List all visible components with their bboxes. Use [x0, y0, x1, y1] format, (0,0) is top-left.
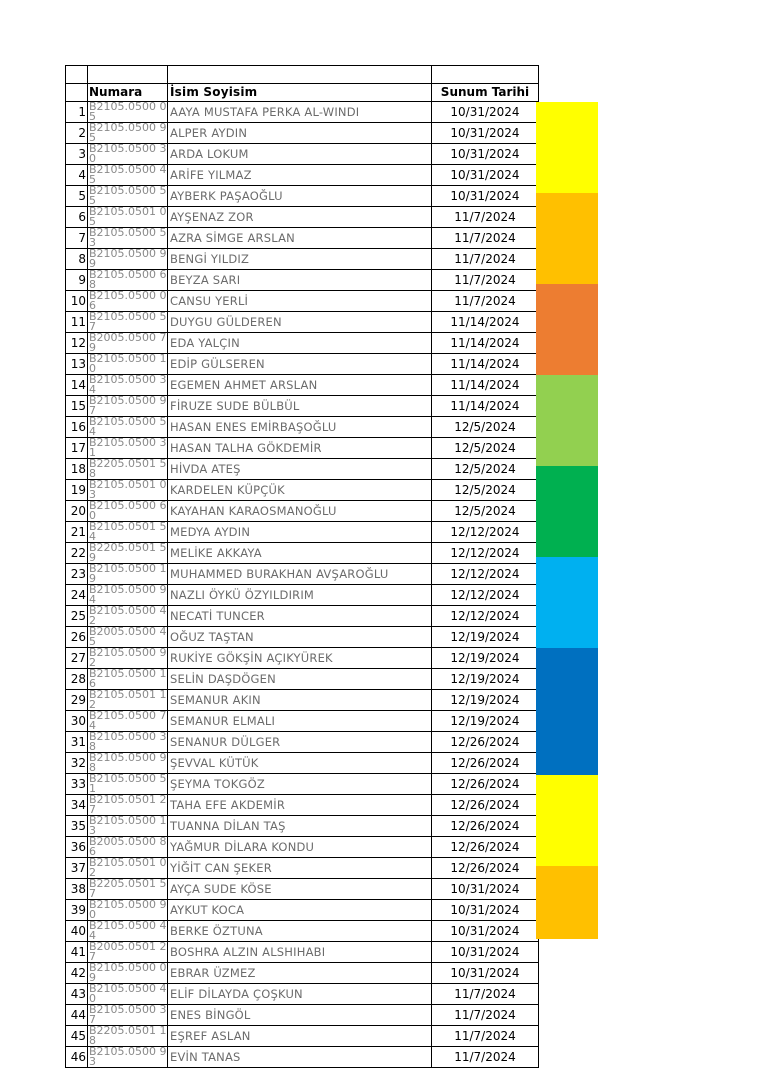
table-row — [66, 690, 539, 711]
student-number: B2105.0500 97 — [89, 395, 167, 417]
student-name: ELİF DİLAYDA ÇOŞKUN — [168, 984, 432, 1005]
table-row — [66, 102, 539, 123]
presentation-date: 12/26/2024 — [432, 816, 539, 837]
student-number: B2105.0500 44 — [89, 920, 167, 942]
student-name: EVİN TANAS — [168, 1047, 432, 1068]
student-name: EDİP GÜLSEREN — [168, 354, 432, 375]
student-number: B2105.0500 93 — [89, 1046, 167, 1068]
row-index: 20 — [66, 501, 88, 522]
table-row — [66, 963, 539, 984]
student-number: B2005.0501 27 — [89, 941, 167, 963]
student-name: ALPER AYDIN — [168, 123, 432, 144]
student-name: AAYA MUSTAFA PERKA AL-WINDI — [168, 102, 432, 123]
student-name: BENGİ YILDIZ — [168, 249, 432, 270]
table-row — [66, 228, 539, 249]
student-name: ARDA LOKUM — [168, 144, 432, 165]
table-row — [66, 942, 539, 963]
student-name: NECATİ TUNCER — [168, 606, 432, 627]
presentation-date: 12/12/2024 — [432, 564, 539, 585]
student-number: B2105.0500 57 — [89, 311, 167, 333]
presentation-date: 12/5/2024 — [432, 459, 539, 480]
student-number: B2105.0500 90 — [89, 899, 167, 921]
student-number: B2105.0501 12 — [89, 689, 167, 711]
student-number: B2105.0501 54 — [89, 521, 167, 543]
student-name: BERKE ÖZTUNA — [168, 921, 432, 942]
date-group-color-band — [536, 557, 598, 648]
row-index: 46 — [66, 1047, 88, 1068]
presentation-date: 12/19/2024 — [432, 669, 539, 690]
student-name: KAYAHAN KARAOSMANOĞLU — [168, 501, 432, 522]
student-name: OĞUZ TAŞTAN — [168, 627, 432, 648]
presentation-date: 11/7/2024 — [432, 228, 539, 249]
presentation-date: 11/14/2024 — [432, 354, 539, 375]
presentation-date: 10/31/2024 — [432, 123, 539, 144]
student-name: TUANNA DİLAN TAŞ — [168, 816, 432, 837]
presentation-date: 10/31/2024 — [432, 963, 539, 984]
student-number: B2105.0500 34 — [89, 374, 167, 396]
student-number: B2105.0500 92 — [89, 647, 167, 669]
student-name: AZRA SİMGE ARSLAN — [168, 228, 432, 249]
student-name: YİĞİT CAN ŞEKER — [168, 858, 432, 879]
student-name: EŞREF ASLAN — [168, 1026, 432, 1047]
date-group-color-band — [536, 866, 598, 939]
student-number: B2105.0501 05 — [89, 206, 167, 228]
presentation-date: 10/31/2024 — [432, 144, 539, 165]
student-number: B2105.0500 94 — [89, 584, 167, 606]
student-name: TAHA EFE AKDEMİR — [168, 795, 432, 816]
row-index: 12 — [66, 333, 88, 354]
table-row — [66, 606, 539, 627]
row-index: 29 — [66, 690, 88, 711]
presentation-date: 10/31/2024 — [432, 900, 539, 921]
student-number: B2105.0500 68 — [89, 269, 167, 291]
student-name: SELİN DAŞDÖGEN — [168, 669, 432, 690]
presentation-date: 12/5/2024 — [432, 480, 539, 501]
table-row — [66, 648, 539, 669]
student-number: B2105.0500 16 — [89, 668, 167, 690]
table-row — [66, 396, 539, 417]
row-index: 8 — [66, 249, 88, 270]
row-index: 11 — [66, 312, 88, 333]
row-index: 42 — [66, 963, 88, 984]
student-number: B2205.0501 59 — [89, 542, 167, 564]
header-name: İsim Soyisim — [168, 84, 432, 102]
student-number: B2105.0500 05 — [89, 101, 167, 123]
student-name: AYŞENAZ ZOR — [168, 207, 432, 228]
table-row — [66, 438, 539, 459]
presentation-date: 11/7/2024 — [432, 1026, 539, 1047]
presentation-date: 12/26/2024 — [432, 774, 539, 795]
row-index: 34 — [66, 795, 88, 816]
table-row — [66, 1026, 539, 1047]
student-number: B2105.0500 98 — [89, 752, 167, 774]
student-name: HASAN TALHA GÖKDEMİR — [168, 438, 432, 459]
presentation-date: 11/7/2024 — [432, 291, 539, 312]
row-index: 22 — [66, 543, 88, 564]
presentation-date: 10/31/2024 — [432, 942, 539, 963]
student-number: B2105.0500 60 — [89, 500, 167, 522]
presentation-date: 11/7/2024 — [432, 249, 539, 270]
table-row — [66, 354, 539, 375]
student-name: HİVDA ATEŞ — [168, 459, 432, 480]
student-name: ENES BİNGÖL — [168, 1005, 432, 1026]
row-index: 35 — [66, 816, 88, 837]
date-group-color-band — [536, 375, 598, 466]
row-index: 10 — [66, 291, 88, 312]
presentation-date: 12/26/2024 — [432, 858, 539, 879]
row-index: 5 — [66, 186, 88, 207]
table-row — [66, 375, 539, 396]
row-index: 36 — [66, 837, 88, 858]
table-row — [66, 753, 539, 774]
student-number: B2205.0501 58 — [89, 458, 167, 480]
header-row — [66, 84, 539, 102]
row-index: 13 — [66, 354, 88, 375]
color-bands — [536, 102, 598, 939]
student-name: HASAN ENES EMİRBAŞOĞLU — [168, 417, 432, 438]
presentation-date: 12/19/2024 — [432, 627, 539, 648]
student-name: MELİKE AKKAYA — [168, 543, 432, 564]
presentation-date: 10/31/2024 — [432, 186, 539, 207]
student-name: SEMANUR ELMALI — [168, 711, 432, 732]
student-number: B2105.0500 42 — [89, 605, 167, 627]
date-group-color-band — [536, 193, 598, 284]
presentation-date: 11/14/2024 — [432, 396, 539, 417]
presentation-date: 12/26/2024 — [432, 837, 539, 858]
table-row — [66, 711, 539, 732]
row-index: 43 — [66, 984, 88, 1005]
student-name: SEMANUR AKIN — [168, 690, 432, 711]
student-number: B2005.0500 86 — [89, 836, 167, 858]
table-row — [66, 501, 539, 522]
presentation-date: 10/31/2024 — [432, 921, 539, 942]
blank-row — [66, 66, 539, 84]
row-index: 14 — [66, 375, 88, 396]
row-index: 16 — [66, 417, 88, 438]
row-index: 27 — [66, 648, 88, 669]
row-index: 23 — [66, 564, 88, 585]
student-number: B2205.0501 18 — [89, 1025, 167, 1047]
student-number: B2105.0500 06 — [89, 290, 167, 312]
row-index: 19 — [66, 480, 88, 501]
presentation-date: 10/31/2024 — [432, 165, 539, 186]
student-number: B2105.0500 45 — [89, 164, 167, 186]
row-index: 39 — [66, 900, 88, 921]
student-number: B2105.0500 54 — [89, 416, 167, 438]
presentation-date: 11/14/2024 — [432, 333, 539, 354]
student-number: B2105.0500 74 — [89, 710, 167, 732]
student-number: B2005.0500 45 — [89, 626, 167, 648]
presentation-date: 12/5/2024 — [432, 417, 539, 438]
row-index: 1 — [66, 102, 88, 123]
table-row — [66, 564, 539, 585]
student-name: BOSHRA ALZIN ALSHIHABI — [168, 942, 432, 963]
student-name: BEYZA SARI — [168, 270, 432, 291]
student-name: ARİFE YILMAZ — [168, 165, 432, 186]
table-row — [66, 837, 539, 858]
student-number: B2105.0500 37 — [89, 1004, 167, 1026]
student-number: B2205.0501 57 — [89, 878, 167, 900]
table-row — [66, 144, 539, 165]
table-row — [66, 900, 539, 921]
student-number: B2105.0500 38 — [89, 731, 167, 753]
student-number: B2105.0500 53 — [89, 227, 167, 249]
date-group-color-band — [536, 284, 598, 375]
row-index: 4 — [66, 165, 88, 186]
student-number: B2105.0500 30 — [89, 143, 167, 165]
row-index: 31 — [66, 732, 88, 753]
table-row — [66, 795, 539, 816]
row-index: 7 — [66, 228, 88, 249]
presentation-date: 12/26/2024 — [432, 795, 539, 816]
presentation-date: 12/19/2024 — [432, 711, 539, 732]
table-row — [66, 1047, 539, 1068]
student-name: YAĞMUR DİLARA KONDU — [168, 837, 432, 858]
row-index: 37 — [66, 858, 88, 879]
student-name: AYKUT KOCA — [168, 900, 432, 921]
table-row — [66, 123, 539, 144]
row-index: 2 — [66, 123, 88, 144]
table-row — [66, 186, 539, 207]
student-number: B2105.0500 10 — [89, 353, 167, 375]
row-index: 33 — [66, 774, 88, 795]
table-row — [66, 207, 539, 228]
student-number: B2105.0500 09 — [89, 962, 167, 984]
student-number: B2105.0501 27 — [89, 794, 167, 816]
presentation-date: 12/5/2024 — [432, 438, 539, 459]
presentation-date: 12/26/2024 — [432, 732, 539, 753]
table-row — [66, 669, 539, 690]
student-name: DUYGU GÜLDEREN — [168, 312, 432, 333]
table-row — [66, 879, 539, 900]
table-row — [66, 417, 539, 438]
table-row — [66, 984, 539, 1005]
table-row — [66, 312, 539, 333]
table-row — [66, 858, 539, 879]
presentation-date: 11/7/2024 — [432, 1005, 539, 1026]
row-index: 28 — [66, 669, 88, 690]
presentation-date: 10/31/2024 — [432, 102, 539, 123]
student-name: EGEMEN AHMET ARSLAN — [168, 375, 432, 396]
row-index: 21 — [66, 522, 88, 543]
student-table — [65, 65, 539, 1068]
row-index: 45 — [66, 1026, 88, 1047]
student-name: MUHAMMED BURAKHAN AVŞAROĞLU — [168, 564, 432, 585]
presentation-date: 12/19/2024 — [432, 648, 539, 669]
student-name: ŞEVVAL KÜTÜK — [168, 753, 432, 774]
row-index: 3 — [66, 144, 88, 165]
table-row — [66, 543, 539, 564]
presentation-date: 12/12/2024 — [432, 585, 539, 606]
table-row — [66, 333, 539, 354]
date-group-color-band — [536, 648, 598, 775]
student-number: B2105.0500 51 — [89, 773, 167, 795]
table-row — [66, 627, 539, 648]
student-number: B2105.0500 19 — [89, 563, 167, 585]
presentation-date: 12/12/2024 — [432, 543, 539, 564]
student-name: CANSU YERLİ — [168, 291, 432, 312]
row-index: 15 — [66, 396, 88, 417]
row-index: 24 — [66, 585, 88, 606]
spreadsheet — [65, 65, 539, 1068]
row-index: 40 — [66, 921, 88, 942]
student-name: NAZLI ÖYKÜ ÖZYILDIRIM — [168, 585, 432, 606]
student-name: EBRAR ÜZMEZ — [168, 963, 432, 984]
table-row — [66, 816, 539, 837]
student-name: AYÇA SUDE KÖSE — [168, 879, 432, 900]
presentation-date: 11/7/2024 — [432, 270, 539, 291]
row-index: 25 — [66, 606, 88, 627]
student-name: AYBERK PAŞAOĞLU — [168, 186, 432, 207]
student-number: B2105.0500 40 — [89, 983, 167, 1005]
student-number: B2105.0501 02 — [89, 857, 167, 879]
presentation-date: 12/12/2024 — [432, 522, 539, 543]
header-index-cell — [66, 84, 88, 102]
student-name: RUKİYE GÖKŞİN AÇIKYÜREK — [168, 648, 432, 669]
table-row — [66, 1005, 539, 1026]
row-index: 44 — [66, 1005, 88, 1026]
presentation-date: 11/7/2024 — [432, 984, 539, 1005]
presentation-date: 11/14/2024 — [432, 375, 539, 396]
student-number: B2005.0500 79 — [89, 332, 167, 354]
presentation-date: 10/31/2024 — [432, 879, 539, 900]
presentation-date: 11/7/2024 — [432, 207, 539, 228]
row-index: 38 — [66, 879, 88, 900]
presentation-date: 11/14/2024 — [432, 312, 539, 333]
table-row — [66, 774, 539, 795]
student-number: B2105.0501 03 — [89, 479, 167, 501]
table-row — [66, 732, 539, 753]
row-index: 9 — [66, 270, 88, 291]
presentation-date: 12/5/2024 — [432, 501, 539, 522]
presentation-date: 11/7/2024 — [432, 1047, 539, 1068]
table-row — [66, 249, 539, 270]
table-row — [66, 921, 539, 942]
student-number: B2105.0500 99 — [89, 248, 167, 270]
presentation-date: 12/12/2024 — [432, 606, 539, 627]
student-name: FİRUZE SUDE BÜLBÜL — [168, 396, 432, 417]
student-number: B2105.0500 55 — [89, 185, 167, 207]
row-index: 26 — [66, 627, 88, 648]
presentation-date: 12/19/2024 — [432, 690, 539, 711]
table-row — [66, 459, 539, 480]
student-name: ŞEYMA TOKGÖZ — [168, 774, 432, 795]
student-name: KARDELEN KÜPÇÜK — [168, 480, 432, 501]
student-name: MEDYA AYDIN — [168, 522, 432, 543]
header-number: Numara — [88, 84, 168, 102]
table-row — [66, 480, 539, 501]
date-group-color-band — [536, 466, 598, 557]
student-number: B2105.0500 13 — [89, 815, 167, 837]
presentation-date: 12/26/2024 — [432, 753, 539, 774]
student-number: B2105.0500 31 — [89, 437, 167, 459]
table-row — [66, 270, 539, 291]
table-row — [66, 522, 539, 543]
student-number: B2105.0500 95 — [89, 122, 167, 144]
row-index: 41 — [66, 942, 88, 963]
table-row — [66, 291, 539, 312]
row-index: 6 — [66, 207, 88, 228]
row-index: 30 — [66, 711, 88, 732]
student-name: SENANUR DÜLGER — [168, 732, 432, 753]
row-index: 17 — [66, 438, 88, 459]
student-name: EDA YALÇIN — [168, 333, 432, 354]
header-date: Sunum Tarihi — [432, 84, 539, 102]
table-row — [66, 585, 539, 606]
row-index: 32 — [66, 753, 88, 774]
table-row — [66, 165, 539, 186]
date-group-color-band — [536, 102, 598, 193]
date-group-color-band — [536, 775, 598, 866]
row-index: 18 — [66, 459, 88, 480]
